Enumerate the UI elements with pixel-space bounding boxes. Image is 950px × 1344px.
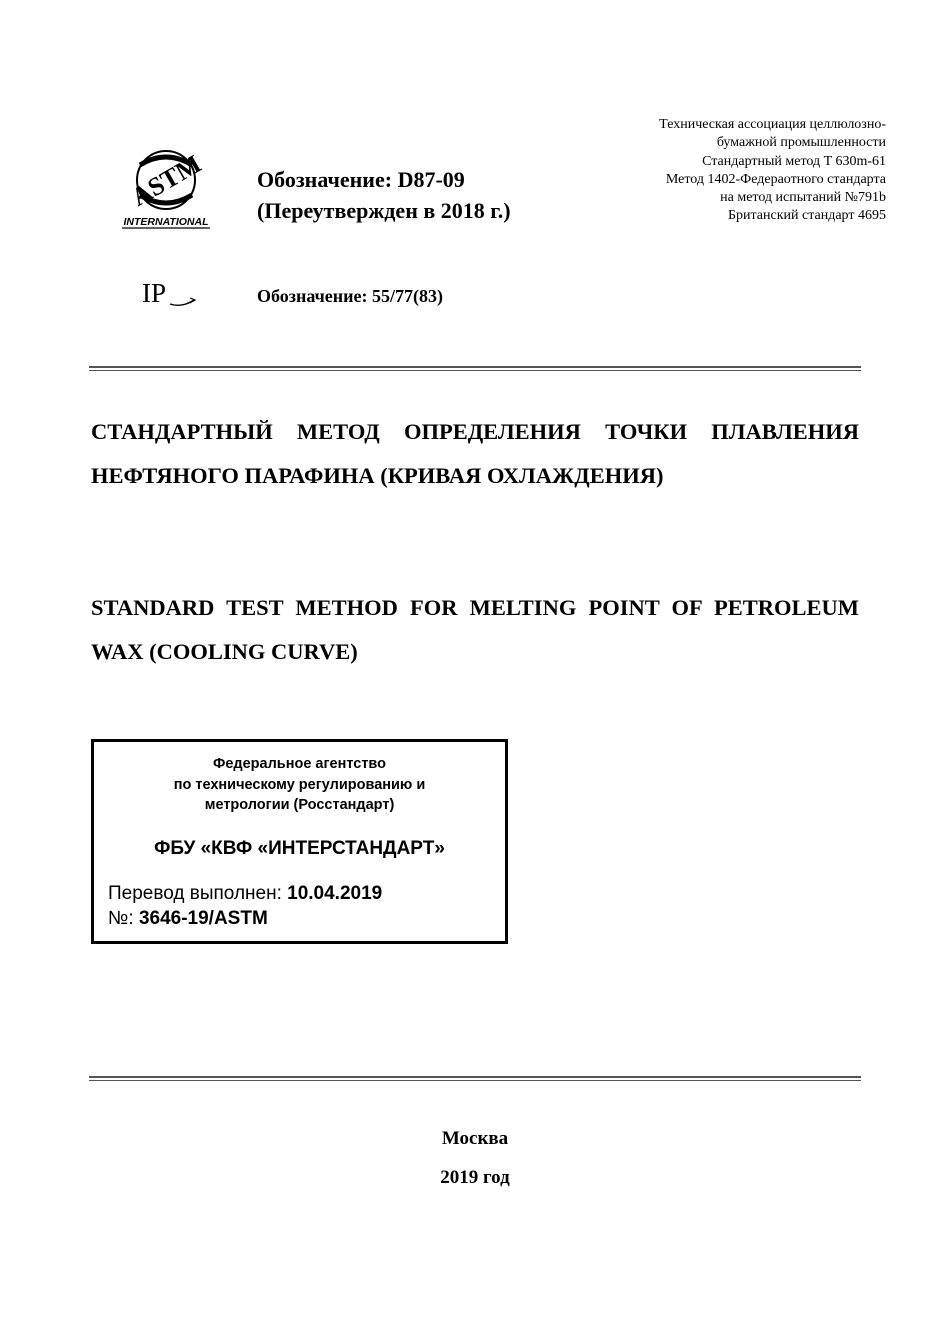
ip-designation: Обозначение: 55/77(83) <box>257 286 444 306</box>
note-line: Техническая ассоциация целлюлозно- <box>659 117 886 132</box>
reapproval-line: (Переутвержден в 2018 г.) <box>257 198 511 223</box>
translated-date: 10.04.2019 <box>287 883 383 904</box>
divider-bottom <box>89 1076 861 1081</box>
note-line: на метод испытаний №791b <box>720 190 886 206</box>
divider-top <box>89 366 861 371</box>
note-line: Стандартный метод T 630m-61 <box>702 153 886 169</box>
number-value: 3646-19/ASTM <box>138 908 268 929</box>
ip-logo <box>140 278 198 312</box>
note-line: бумажной промышленности <box>716 135 886 151</box>
note-line: Метод 1402-Федераотного стандарта <box>665 171 886 187</box>
city: Москва <box>441 1128 509 1149</box>
stamp-agency-line: Федеральное агентство <box>212 756 387 772</box>
astm-logo-subtext: INTERNATIONAL <box>123 216 209 228</box>
year: 2019 год <box>440 1167 510 1188</box>
ip-logo-text: IP <box>142 278 167 308</box>
number-label: №: <box>108 908 134 929</box>
stamp-agency-line: по техническому регулированию и <box>173 776 426 793</box>
astm-logo <box>118 147 214 231</box>
designation-line: Обозначение: D87-09 <box>257 167 465 192</box>
title-russian: СТАНДАРТНЫЙ МЕТОД ОПРЕДЕЛЕНИЯ ТОЧКИ ПЛАВЛЕНИЯ НЕФТЯНОГО ПАРАФИНА (КРИВАЯ ОХЛАЖДЕНИЯ) <box>91 419 859 488</box>
designation <box>257 164 511 226</box>
astm-logo-text: ASTM <box>126 149 207 212</box>
stamp-agency-line: метрологии (Росстандарт) <box>204 797 395 813</box>
note-line: Британский стандарт 4695 <box>727 208 886 224</box>
translation-stamp <box>91 739 508 944</box>
stamp-translation-date <box>108 883 382 905</box>
stamp-number <box>108 908 268 930</box>
title-english: STANDARD TEST METHOD FOR MELTING POINT OF PETROLEUM WAX (COOLING CURVE) <box>91 595 859 664</box>
stamp-agency <box>94 754 505 816</box>
equivalent-standards-note <box>556 116 886 226</box>
stamp-organization: ФБУ «КВФ «ИНТЕРСТАНДАРТ» <box>154 838 445 859</box>
translated-label: Перевод выполнен: <box>108 883 282 904</box>
